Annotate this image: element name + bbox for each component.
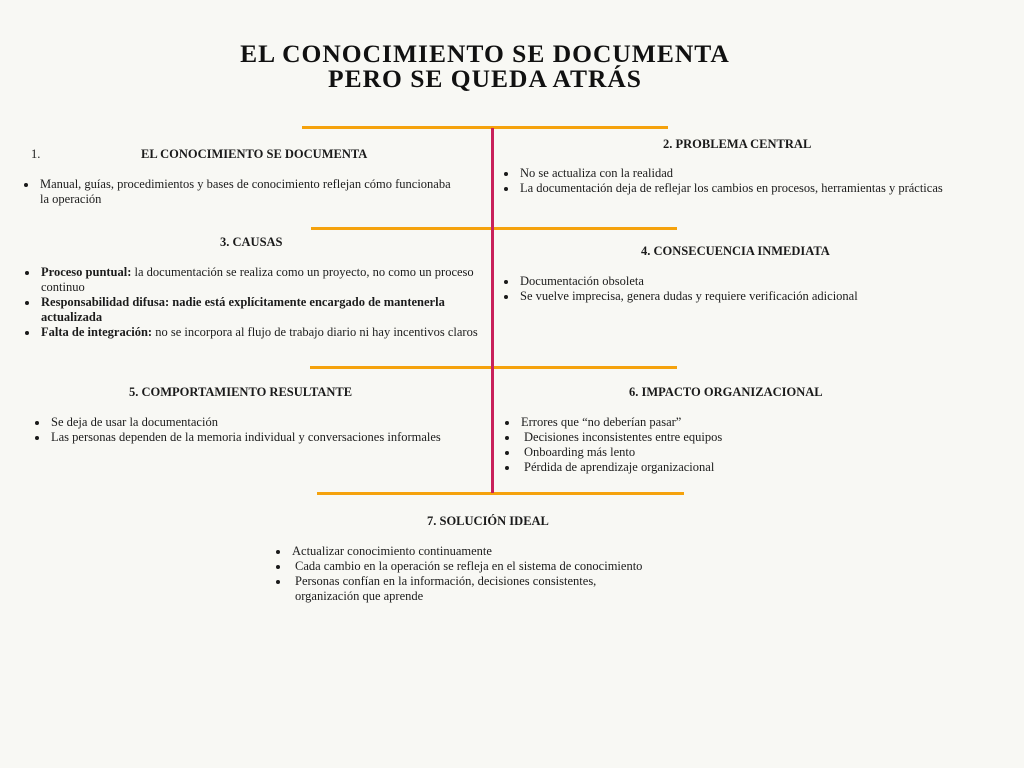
section-7-title: 7. SOLUCIÓN IDEAL xyxy=(427,514,549,528)
item-text: no se incorpora al flujo de trabajo diario ni hay incentivos claros xyxy=(152,325,478,339)
list-item: Las personas dependen de la memoria individual y conversaciones informales xyxy=(32,430,452,445)
section-4-title: 4. CONSECUENCIA INMEDIATA xyxy=(641,244,830,258)
item-label: Falta de integración: xyxy=(41,325,153,339)
section-4-list xyxy=(501,274,971,304)
list-item: Documentación obsoleta xyxy=(501,274,971,289)
list-item: Actualizar conocimiento continuamente xyxy=(273,544,673,559)
list-item xyxy=(22,295,484,325)
section-1-number: 1. xyxy=(31,147,41,161)
list-item xyxy=(22,265,484,295)
section-6-title: 6. IMPACTO ORGANIZACIONAL xyxy=(629,385,823,399)
section-2-title: 2. PROBLEMA CENTRAL xyxy=(663,137,812,151)
list-item: Se deja de usar la documentación xyxy=(32,415,452,430)
list-item: Pérdida de aprendizaje organizacional xyxy=(502,460,902,475)
list-item: Decisiones inconsistentes entre equipos xyxy=(502,430,902,445)
list-item xyxy=(22,325,484,340)
item-text: la documentación se realiza como un proyecto, no como un proceso continuo xyxy=(41,265,474,294)
section-7-list xyxy=(273,544,673,604)
list-item: Personas confían en la información, decisiones consistentes, organización que aprende xyxy=(273,574,655,604)
section-5-title: 5. COMPORTAMIENTO RESULTANTE xyxy=(129,385,353,399)
vertical-timeline-axis xyxy=(491,128,494,493)
section-6-list xyxy=(502,415,902,475)
section-3-title: 3. CAUSAS xyxy=(220,235,283,249)
section-1-list xyxy=(21,177,461,207)
list-item: Manual, guías, procedimientos y bases de conocimiento reflejan cómo funcionaba la operación xyxy=(21,177,461,207)
list-item: Se vuelve imprecisa, genera dudas y requiere verificación adicional xyxy=(501,289,971,304)
section-3-list xyxy=(22,265,484,340)
list-item: La documentación deja de reflejar los cambios en procesos, herramientas y prácticas xyxy=(501,181,971,196)
horizontal-divider-2 xyxy=(311,227,677,230)
page-title xyxy=(0,41,970,91)
item-label: Responsabilidad difusa: nadie está explícitamente encargado de mantenerla actualizada xyxy=(41,295,445,324)
item-label: Proceso puntual: xyxy=(41,265,132,279)
horizontal-divider-1 xyxy=(302,126,668,129)
list-item: No se actualiza con la realidad xyxy=(501,166,971,181)
section-2-list xyxy=(501,166,971,196)
section-5-list xyxy=(32,415,452,445)
list-item: Onboarding más lento xyxy=(502,445,902,460)
section-1-title: EL CONOCIMIENTO SE DOCUMENTA xyxy=(141,147,368,161)
title-line-1: EL CONOCIMIENTO SE DOCUMENTA xyxy=(240,39,730,68)
title-line-2: PERO SE QUEDA ATRÁS xyxy=(328,64,642,93)
horizontal-divider-4 xyxy=(317,492,684,495)
list-item: Errores que “no deberían pasar” xyxy=(502,415,902,430)
list-item: Cada cambio en la operación se refleja en el sistema de conocimiento xyxy=(273,559,673,574)
